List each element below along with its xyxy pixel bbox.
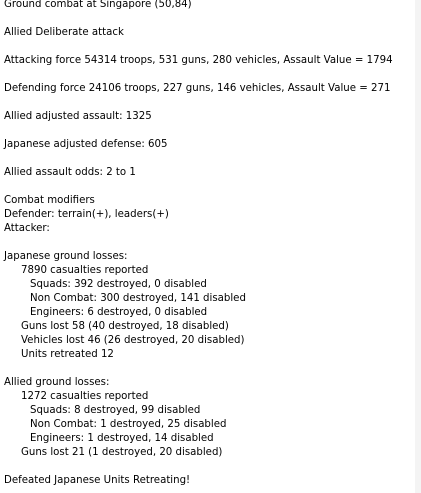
- spacer: [4, 96, 414, 110]
- adjusted-assault: Allied adjusted assault: 1325: [4, 111, 152, 122]
- japanese-units-retreated: Units retreated 12: [21, 349, 114, 360]
- spacer: [4, 12, 414, 26]
- spacer: [4, 152, 414, 166]
- report-title: Ground combat at Singapore (50,84): [4, 0, 192, 10]
- vertical-scrollbar[interactable]: [415, 0, 421, 493]
- allied-squads: Squads: 8 destroyed, 99 disabled: [30, 405, 201, 416]
- assault-odds: Allied assault odds: 2 to 1: [4, 167, 136, 178]
- attacking-force: Attacking force 54314 troops, 531 guns, 280 vehicles, Assault Value = 1794: [4, 55, 393, 66]
- combat-outcome: Defeated Japanese Units Retreating!: [4, 475, 191, 486]
- japanese-squads: Squads: 392 destroyed, 0 disabled: [30, 279, 207, 290]
- allied-engineers: Engineers: 1 destroyed, 14 disabled: [30, 433, 214, 444]
- defending-force: Defending force 24106 troops, 227 guns, 146 vehicles, Assault Value = 271: [4, 83, 391, 94]
- spacer: [4, 124, 414, 138]
- japanese-vehicles-lost: Vehicles lost 46 (26 destroyed, 20 disabled): [21, 335, 245, 346]
- spacer: [4, 180, 414, 194]
- spacer: [4, 40, 414, 54]
- allied-guns-lost: Guns lost 21 (1 destroyed, 20 disabled): [21, 447, 223, 458]
- attack-type: Allied Deliberate attack: [4, 27, 124, 38]
- japanese-casualties: 7890 casualties reported: [21, 265, 149, 276]
- spacer: [4, 362, 414, 376]
- japanese-losses-title: Japanese ground losses:: [4, 251, 128, 262]
- attacker-modifiers: Attacker:: [4, 223, 50, 234]
- allied-casualties: 1272 casualties reported: [21, 391, 149, 402]
- allied-losses-title: Allied ground losses:: [4, 377, 110, 388]
- japanese-guns-lost: Guns lost 58 (40 destroyed, 18 disabled): [21, 321, 229, 332]
- defender-modifiers: Defender: terrain(+), leaders(+): [4, 209, 169, 220]
- allied-non-combat: Non Combat: 1 destroyed, 25 disabled: [30, 419, 227, 430]
- adjusted-defense: Japanese adjusted defense: 605: [4, 139, 168, 150]
- japanese-non-combat: Non Combat: 300 destroyed, 141 disabled: [30, 293, 246, 304]
- spacer: [4, 460, 414, 474]
- modifiers-title: Combat modifiers: [4, 195, 95, 206]
- japanese-engineers: Engineers: 6 destroyed, 0 disabled: [30, 307, 208, 318]
- combat-report: [4, 0, 414, 488]
- spacer: [4, 236, 414, 250]
- spacer: [4, 68, 414, 82]
